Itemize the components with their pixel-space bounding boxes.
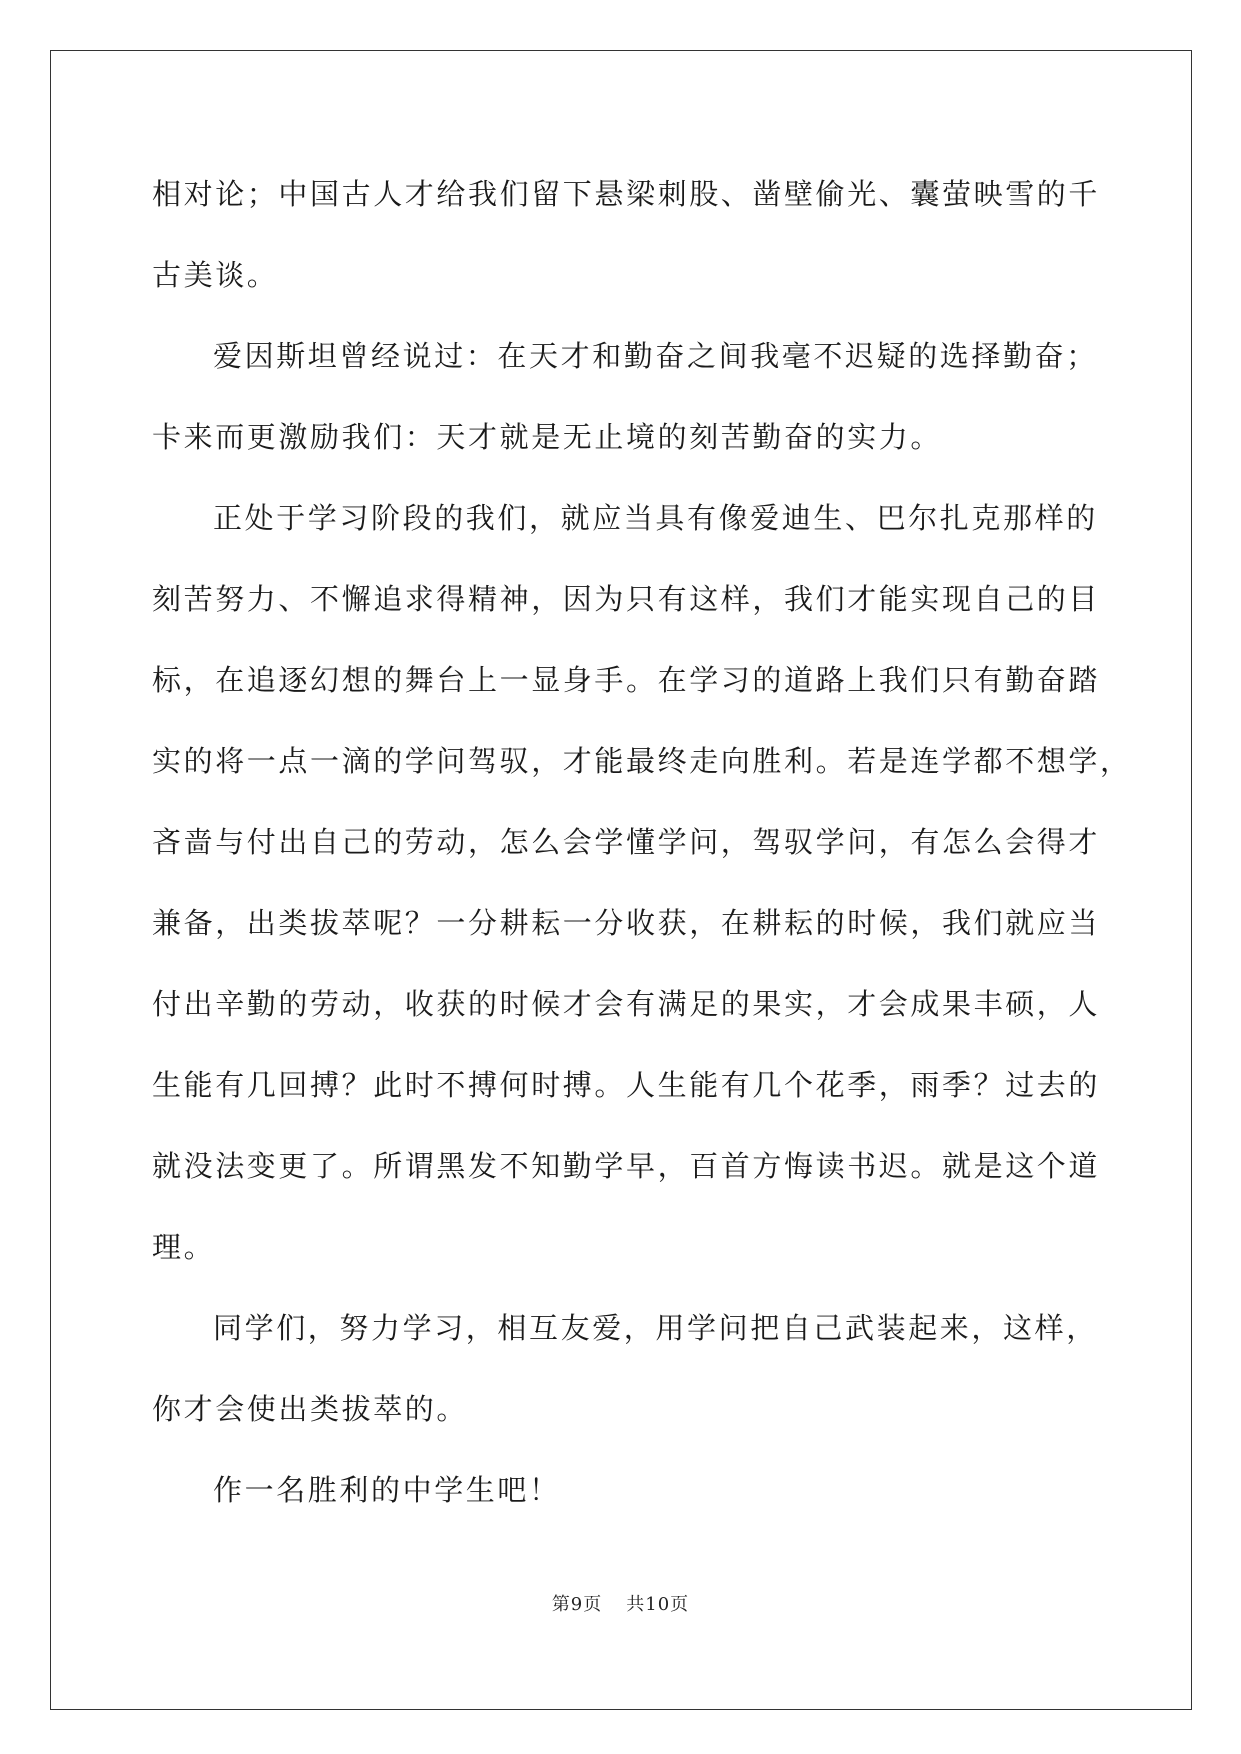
paragraph-start-line: 正处于学习阶段的我们，就应当具有像爱迪生、巴尔扎克那样的 <box>213 501 1098 535</box>
text-line: 刻苦努力、不懈追求得精神，因为只有这样，我们才能实现自己的目 <box>152 582 1101 616</box>
text-line: 卡来而更激励我们：天才就是无止境的刻苦勤奋的实力。 <box>152 420 943 454</box>
paragraph-start-line: 同学们，努力学习，相互友爱，用学问把自己武装起来，这样， <box>213 1311 1098 1345</box>
text-line: 就没法变更了。所谓黑发不知勤学早，百首方悔读书迟。就是这个道 <box>152 1149 1101 1183</box>
paragraph-start-line: 作一名胜利的中学生吧！ <box>213 1473 561 1507</box>
page-footer <box>0 1590 1241 1616</box>
text-line: 理。 <box>152 1230 216 1264</box>
text-line: 吝啬与付出自己的劳动，怎么会学懂学问，驾驭学问，有怎么会得才 <box>152 825 1101 859</box>
text-line: 实的将一点一滴的学问驾驭，才能最终走向胜利。若是连学都不想学， <box>152 744 1132 778</box>
page-number: 第9页 <box>551 1594 603 1615</box>
document-body <box>152 154 1132 1531</box>
text-line: 标，在追逐幻想的舞台上一显身手。在学习的道路上我们只有勤奋踏 <box>152 663 1101 697</box>
text-line: 相对论；中国古人才给我们留下悬梁刺股、凿壁偷光、囊萤映雪的千 <box>152 177 1101 211</box>
text-line: 付出辛勤的劳动，收获的时候才会有满足的果实，才会成果丰硕，人 <box>152 987 1101 1021</box>
page-total: 共10页 <box>626 1594 690 1615</box>
text-line: 兼备，出类拔萃呢？一分耕耘一分收获，在耕耘的时候，我们就应当 <box>152 906 1101 940</box>
text-line: 古美谈。 <box>152 258 279 292</box>
text-line: 你才会使出类拔萃的。 <box>152 1392 469 1426</box>
paragraph-start-line: 爱因斯坦曾经说过：在天才和勤奋之间我毫不迟疑的选择勤奋； <box>213 339 1098 373</box>
text-line: 生能有几回搏？此时不搏何时搏。人生能有几个花季，雨季？过去的 <box>152 1068 1101 1102</box>
